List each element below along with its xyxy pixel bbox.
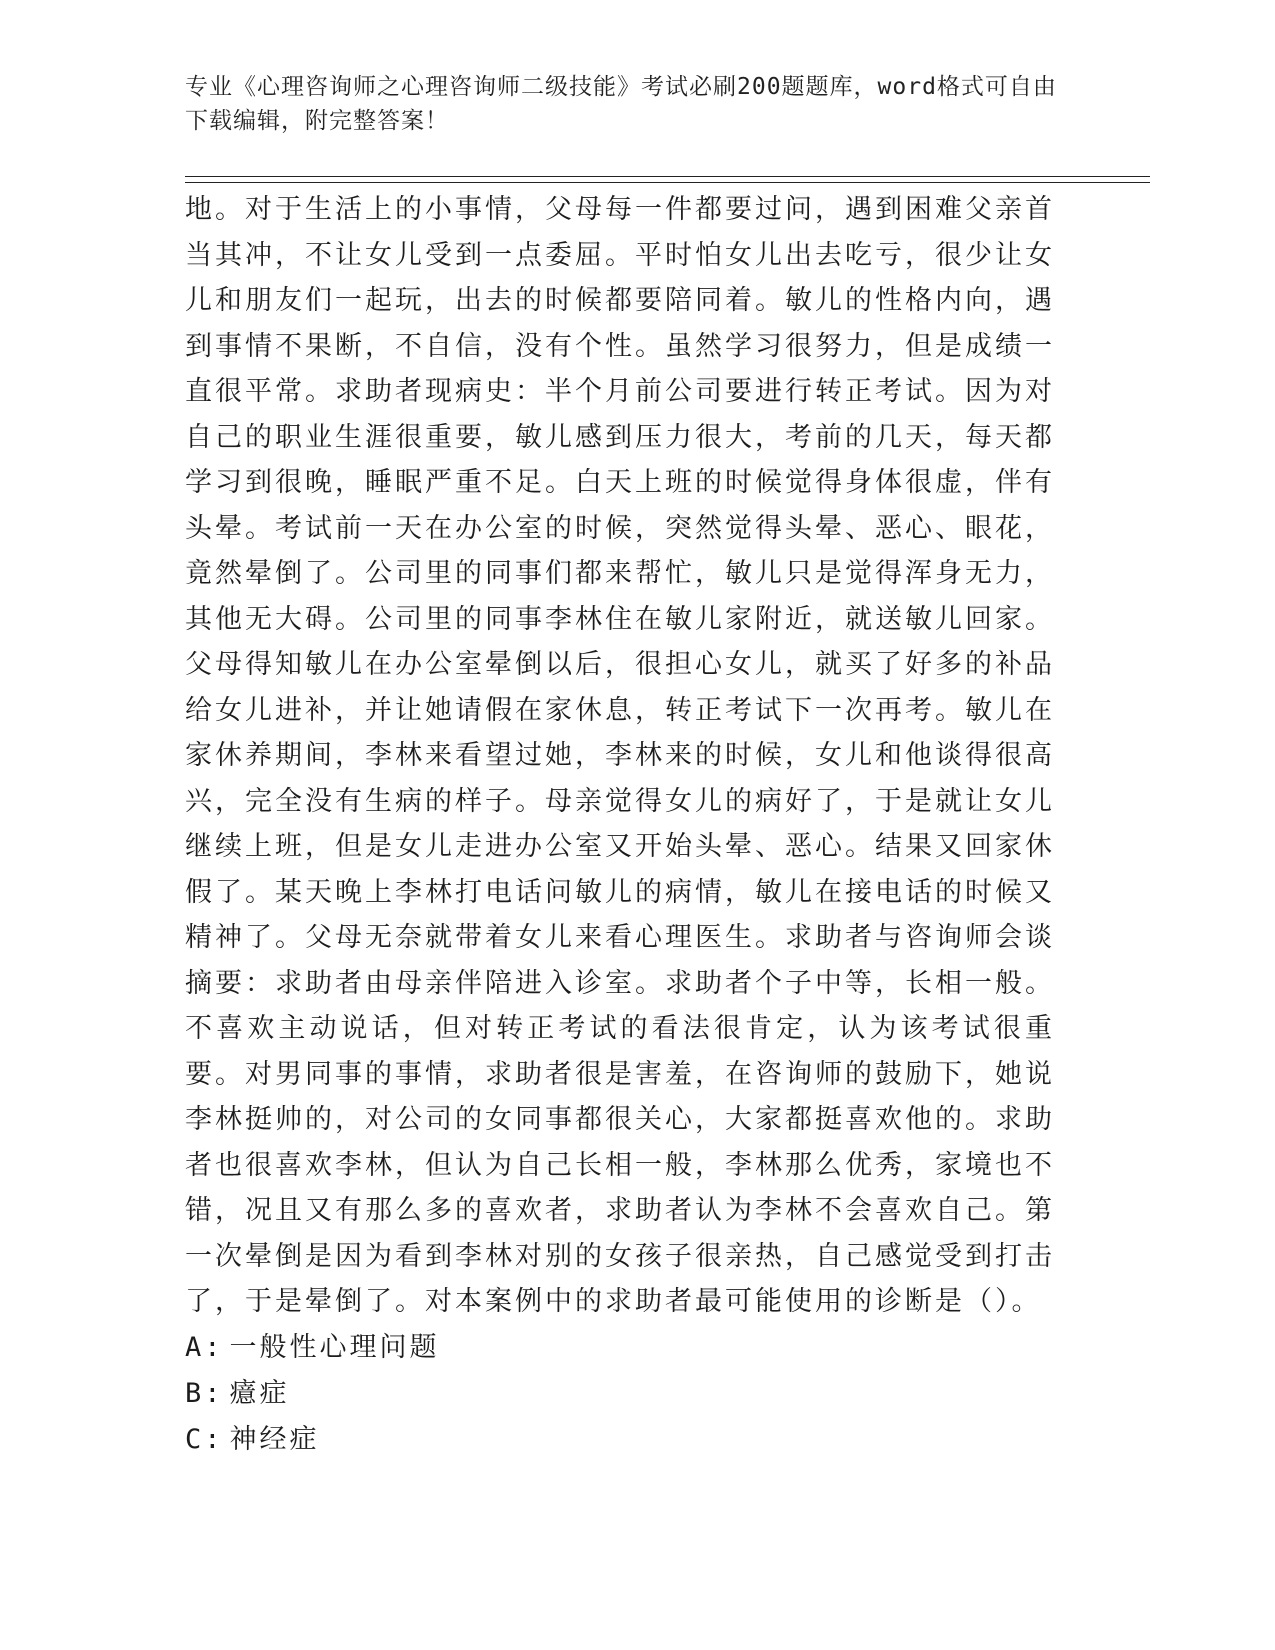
option-b-text: 癔症 [229,1378,290,1409]
page-header: 专业《心理咨询师之心理咨询师二级技能》考试必刷200题题库，word格式可自由下载编辑，附完整答案！ [185,74,1057,134]
header-rule-top [185,176,1150,177]
question-text: 地。对于生活上的小事情，父母每一件都要过问，遇到困难父亲首当其冲，不让女儿受到一点委屈。平时怕女儿出去吃亏，很少让女儿和朋友们一起玩，出去的时候都要陪同着。敏儿的性格内向，遇到事情不果断，不自信，没有个性。虽然学习很努力，但是成绩一直很平常。求助者现病史：半个月前公司要进行转正考试。因为对自己的职业生涯很重要，敏儿感到压力很大，考前的几天，每天都学习到很晚，睡眠严重不足。白天上班的时候觉得身体很虚，伴有头晕。考试前一天在办公室的时候，突然觉得头晕、恶心、眼花，竟然晕倒了。公司里的同事们都来帮忙，敏儿只是觉得浑身无力，其他无大碍。公司里的同事李林住在敏儿家附近，就送敏儿回家。父母得知敏儿在办公室晕倒以后，很担心女儿，就买了好多的补品给女儿进补，并让她请假在家休息，转正考试下一次再考。敏儿在家休养期间，李林来看望过她，李林来的时候，女儿和他谈得很高兴，完全没有生病的样子。母亲觉得女儿的病好了，于是就让女儿继续上班，但是女儿走进办公室又开始头晕、恶心。结果又回家休假了。某天晚上李林打电话问敏儿的病情，敏儿在接电话的时候又精神了。父母无奈就带着女儿来看心理医生。求助者与咨询师会谈摘要：求助者由母亲伴陪进入诊室。求助者个子中等，长相一般。不喜欢主动说话，但对转正考试的看法很肯定，认为该考试很重要。对男同事的事情，求助者很是害羞，在咨询师的鼓励下，她说李林挺帅的，对公司的女同事都很关心，大家都挺喜欢他的。求助者也很喜欢李林，但认为自己长相一般，李林那么优秀，家境也不错，况且又有那么多的喜欢者，求助者认为李林不会喜欢自己。第一次晕倒是因为看到李林对别的女孩子很亲热，自己感觉受到打击了，于是晕倒了。对本案例中的求助者最可能使用的诊断是（）。 [185,194,1055,1317]
option-a-text: 一般性心理问题 [229,1332,440,1363]
option-c-letter: C: [185,1424,224,1455]
option-b [185,1371,1055,1417]
option-b-letter: B: [185,1378,224,1409]
option-c-text: 神经症 [229,1424,320,1455]
header-rule-bottom [185,182,1150,183]
answer-options [185,1325,1055,1463]
option-a-letter: A: [185,1332,224,1363]
option-c [185,1417,1055,1463]
option-a [185,1325,1055,1371]
